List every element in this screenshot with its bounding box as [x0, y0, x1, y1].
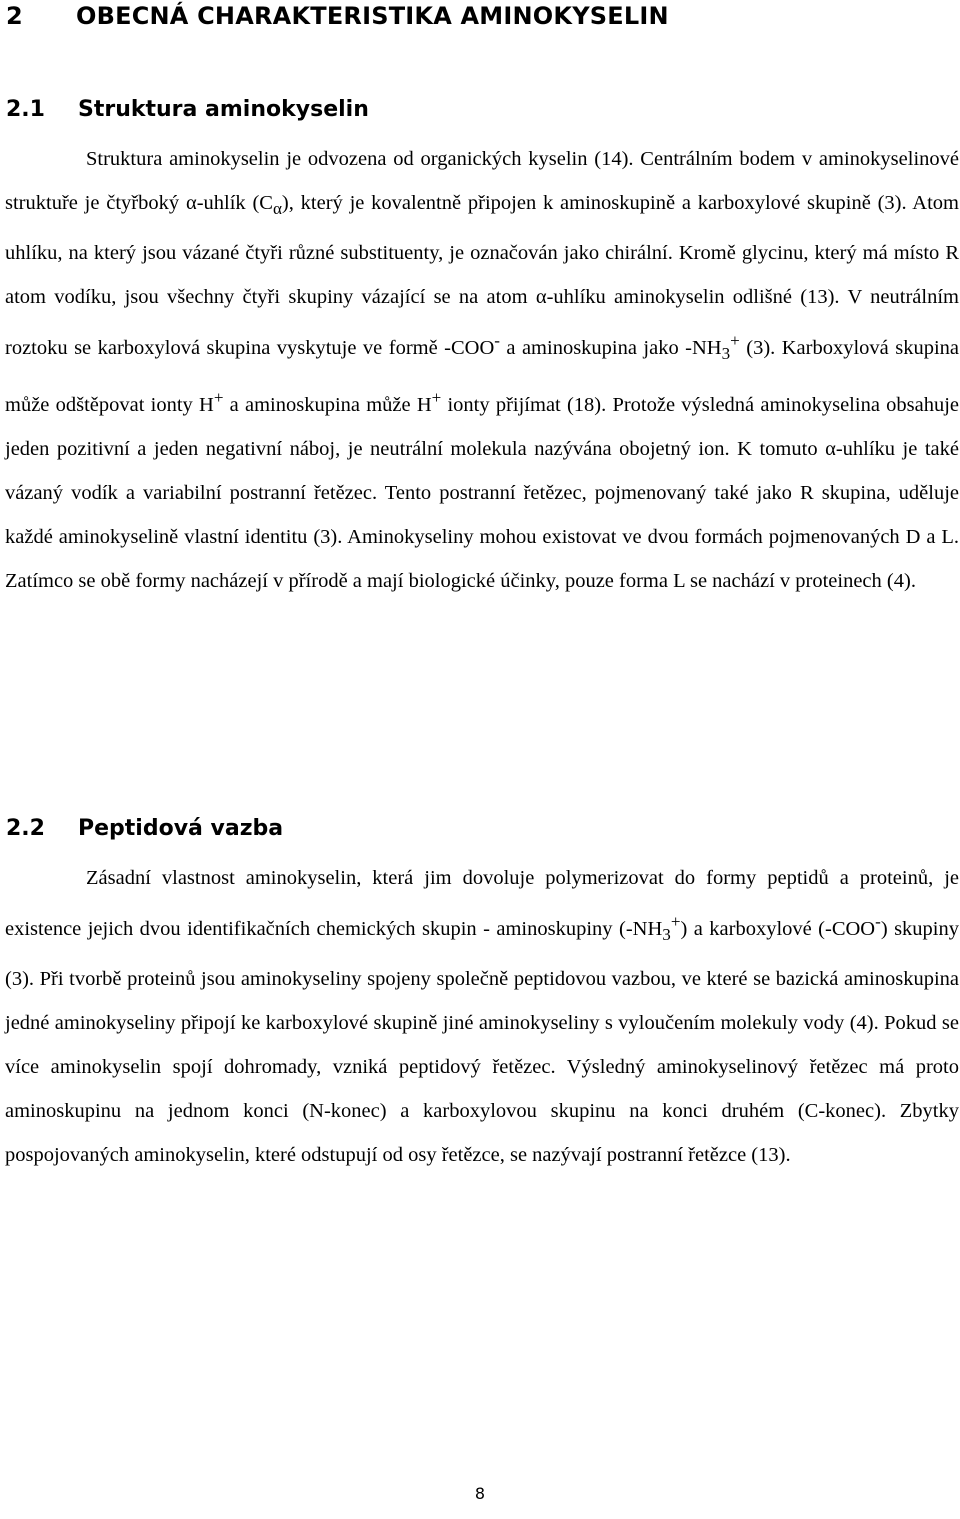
alpha-symbol: α [535, 286, 547, 309]
page-number: 8 [474, 1484, 486, 1503]
index-subscript: 3 [662, 924, 671, 944]
text-run: -uhlík (C [196, 192, 273, 214]
charge-superscript: + [213, 388, 224, 408]
charge-superscript: + [670, 912, 681, 931]
text-run: a aminoskupina může H [223, 393, 432, 416]
section-title-structure [6, 97, 369, 122]
section-number: 2.1 [6, 97, 45, 122]
alpha-symbol: α [825, 437, 836, 460]
charge-superscript: + [431, 388, 442, 408]
section-title-text: Struktura aminokyselin [78, 97, 369, 122]
chapter-number: 2 [6, 2, 23, 30]
section-number: 2.2 [6, 816, 45, 841]
text-run: a aminoskupina jako -NH [499, 336, 722, 359]
index-subscript: 3 [721, 344, 731, 364]
text-run: ), který je kovalentně připojen k aminoskupině a karboxylové skupině (3). Atom uhlíku, na který jsou vázané čtyři různé substituenty, je označován jako chirální. Kromě glycinu, který má místo R atom vodíku, jsou všechny čtyři skupiny vázající se na atom [5, 192, 959, 309]
charge-superscript: + [730, 331, 740, 351]
charge-superscript: - [494, 331, 500, 351]
text-run: ) skupiny (3). Při tvorbě proteinů jsou aminokyseliny spojeny společně peptidovou vazbou, ve které se bazická aminoskupina jedné aminokyseliny připojí ke karboxylové skupině jiné aminokyseliny s vyloučením molekuly vody (4). Pokud se více aminokyselin spojí dohromady, vzniká peptidový řetězec. Výsledný aminokyselinový řetězec má proto aminoskupinu na jednom konci (N-konec) a karboxylovou skupinu na konci druhém (C-konec). Zbytky pospojovaných aminokyselin, které odstupují od osy řetězce, se nazývají postranní řetězce (13). [5, 917, 960, 1166]
text-run: Struktura aminokyselin je odvozena od organických kyselin (14). Centrálním bodem v aminokyselinové struktuře je čtyřboký [5, 148, 959, 214]
chapter-title [6, 2, 669, 30]
alpha-subscript: α [272, 199, 282, 219]
charge-superscript: - [875, 912, 881, 931]
paragraph-structure [5, 137, 959, 603]
section-title-text: Peptidová vazba [78, 816, 284, 841]
text-run: Zásadní vlastnost aminokyselin, která jim dovoluje polymerizovat do formy peptidů a proteinů, je existence jejich dvou identifikačních chemických skupin - aminoskupiny (-NH [5, 867, 959, 940]
alpha-symbol: α [185, 192, 197, 214]
text-run: -uhlíku je také vázaný vodík a variabilní postranní řetězec. Tento postranní řetězec, pojmenovaný také jako R skupina, uděluje každé aminokyselině vlastní identitu (3). Aminokyseliny mohou existovat ve dvou formách pojmenovaných D a L. Zatímco se obě formy nacházejí v přírodě a mají biologické účinky, pouze forma L se nachází v proteinech (4). [5, 437, 959, 592]
text-run: (3). Karboxylová skupina může odštěpovat ionty H [5, 336, 960, 416]
text-run: -uhlíku aminokyselin odlišné (13). V neutrálním roztoku se karboxylová skupina vyskytuje ve formě -COO [5, 286, 959, 359]
paragraph-peptide-bond [5, 856, 959, 1177]
text-run: ionty přijímat (18). Protože výsledná aminokyselina obsahuje jeden pozitivní a jeden negativní náboj, je neutrální molekula nazývána obojetný ion. K tomuto [5, 393, 960, 460]
section-title-peptide-bond [6, 816, 283, 841]
chapter-title-text: OBECNÁ CHARAKTERISTIKA AMINOKYSELIN [76, 2, 669, 30]
text-run: ) a karboxylové (-COO [680, 917, 876, 940]
